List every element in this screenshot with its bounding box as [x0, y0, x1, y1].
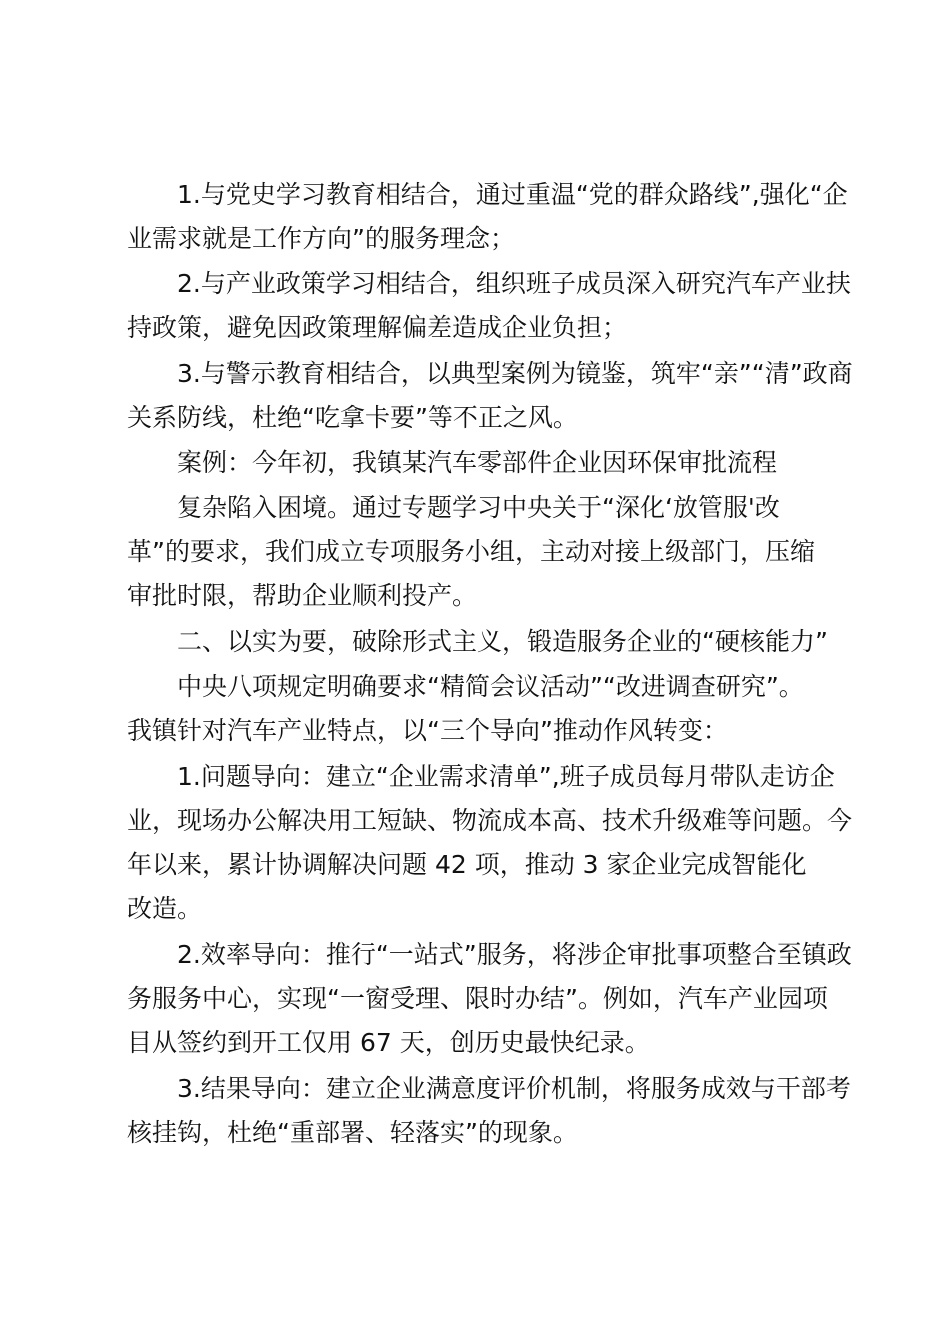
text-line: 1.与党史学习教育相结合，通过重温“党的群众路线”,强化“企	[177, 180, 848, 209]
text-line: 持政策，避免因政策理解偏差造成企业负担；	[127, 313, 628, 342]
paragraph-result-oriented	[127, 1067, 851, 1155]
section-heading	[127, 620, 827, 664]
text-line: 二、以实为要，破除形式主义，锻造服务企业的“硬核能力”	[177, 627, 828, 656]
text-line: 关系防线，杜绝“吃拿卡要”等不正之风。	[127, 403, 578, 432]
text-line: 业需求就是工作方向”的服务理念；	[127, 224, 515, 253]
text-line: 复杂陷入困境。通过专题学习中央关于“深化‘放管服'改	[177, 493, 780, 522]
text-line: 2.与产业政策学习相结合，组织班子成员深入研究汽车产业扶	[177, 269, 851, 298]
paragraph-1	[127, 173, 848, 261]
text-line: 务服务中心，实现“一窗受理、限时办结”。例如，汽车产业园项	[127, 984, 828, 1013]
text-line: 审批时限，帮助企业顺利投产。	[127, 581, 478, 610]
paragraph-case-body	[127, 486, 827, 618]
text-line: 3.结果导向：建立企业满意度评价机制，将服务成效与干部考	[177, 1074, 851, 1103]
paragraph-efficiency-oriented	[127, 933, 852, 1065]
text-line: 2.效率导向：推行“一站式”服务，将涉企审批事项整合至镇政	[177, 940, 852, 969]
text-line: 3.与警示教育相结合，以典型案例为镜鉴，筑牢“亲”“清”政商	[177, 359, 853, 388]
paragraph-case-intro	[127, 441, 827, 485]
paragraph-2	[127, 262, 851, 350]
text-line: 目从签约到开工仅用 67 天，创历史最快纪录。	[127, 1028, 650, 1057]
paragraph-problem-oriented	[127, 755, 853, 931]
paragraph-intro	[127, 665, 827, 753]
text-line: 我镇针对汽车产业特点，以“三个导向”推动作风转变：	[127, 716, 728, 745]
text-line: 革”的要求，我们成立专项服务小组，主动对接上级部门，压缩	[127, 537, 815, 566]
text-line: 年以来，累计协调解决问题 42 项，推动 3 家企业完成智能化	[127, 850, 807, 879]
text-line: 业，现场办公解决用工短缺、物流成本高、技术升级难等问题。今	[127, 806, 853, 835]
text-line: 核挂钩，杜绝“重部署、轻落实”的现象。	[127, 1118, 578, 1147]
text-line: 改造。	[127, 894, 203, 923]
text-line: 中央八项规定明确要求“精简会议活动”“改进调查研究”。	[177, 672, 804, 701]
paragraph-3	[127, 352, 853, 440]
text-line: 1.问题导向：建立“企业需求清单”,班子成员每月带队走访企	[177, 762, 835, 791]
text-line: 案例：今年初，我镇某汽车零部件企业因环保审批流程	[177, 448, 778, 477]
